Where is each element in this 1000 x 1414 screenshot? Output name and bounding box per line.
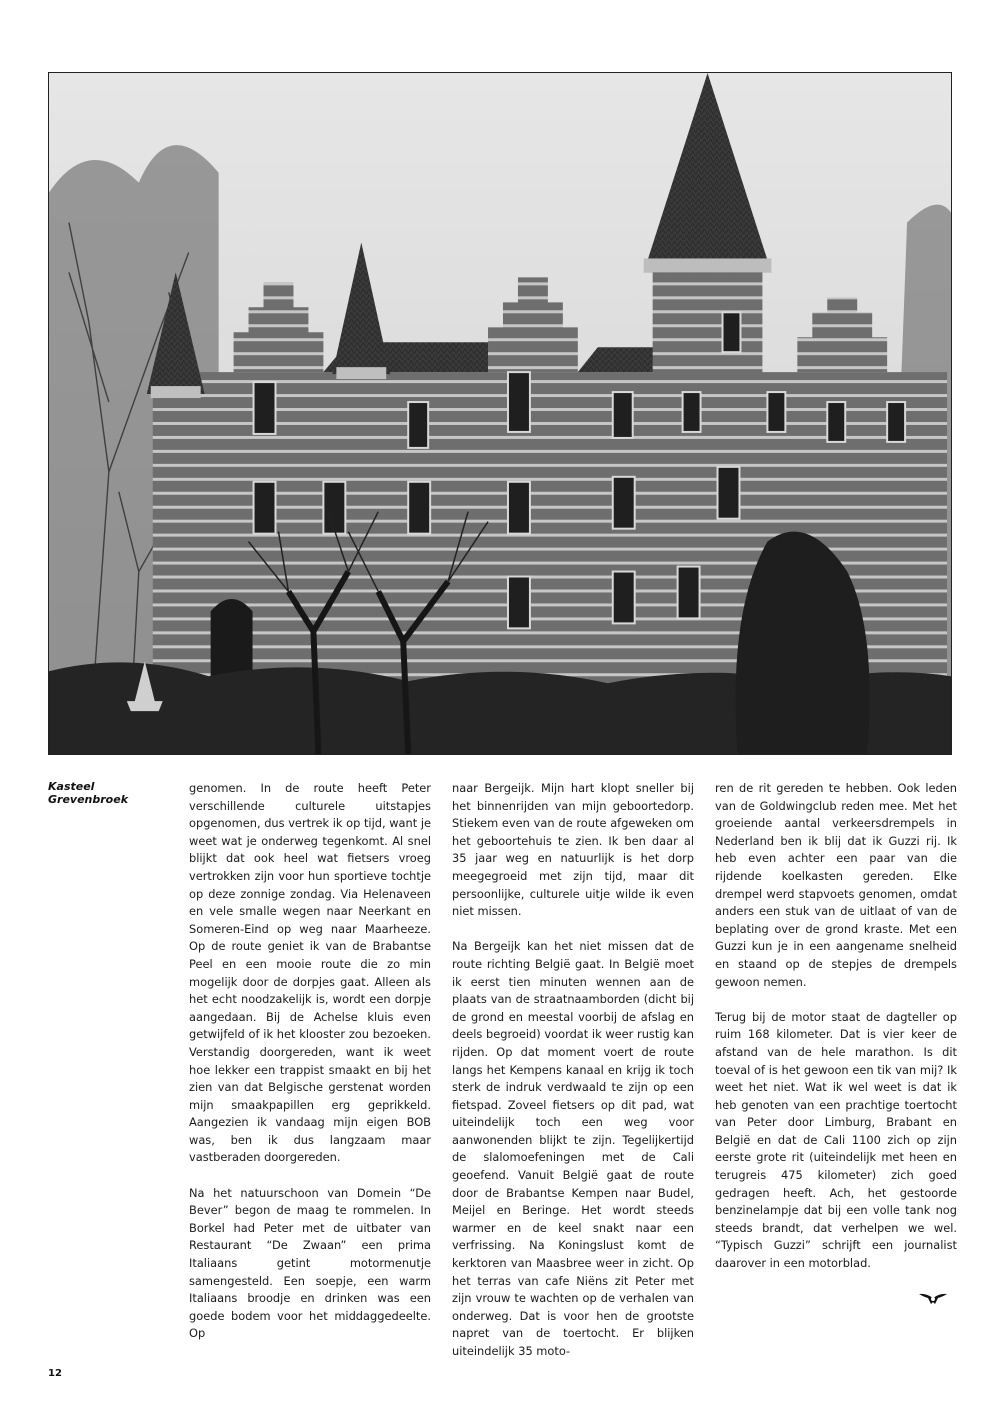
page-number: 12 [48, 1368, 62, 1379]
paragraph: naar Bergeijk. Mijn hart klopt sneller bij het binnenrijden van mijn geboortedorp. Stiekem even van de route afgeweken om het geboortehuis te zien. Ik ben daar al 35 jaar weg en natuurlijk is het dorp meegegroeid met zijn tijd, maar dit persoonlijke, culturele uitje wilde ik even niet missen. [452, 781, 694, 919]
paragraph: genomen. In de route heeft Peter verschillende culturele uitstapjes opgenomen, dus vertrek ik op tijd, want je weet wat je onderweg tegenkomt. Al snel blijkt dat ook heel wat fietsers vroeg vertrokken zijn voor hun sportieve tochtje op deze zonnige zondag. Via Helenaveen en vele smalle wegen naar Neerkant en Someren-Eind op weg naar Maarheeze. Op de route geniet ik van de Brabantse Peel en een mooie route die zo min mogelijk door de dorpjes gaat. Alleen als het echt noodzakelijk is, wordt een dorpje aangedaan. Bij de Achelse kluis even getwijfeld of ik het klooster zou bezoeken. Verstandig doorgereden, want ik weet hoe lekker een trappist smaakt en bij het zien van dat Belgische gerstenat worden mijn smaakpapillen erg geprikkeld. Aangezien ik vandaag mijn eigen BOB was, ben ik dus langzaam maar vastberaden doorgereden. [189, 781, 431, 1165]
photo-caption: Kasteel Grevenbroek [48, 780, 129, 806]
castle-photo-drawing [49, 73, 951, 754]
paragraph: ren de rit gereden te hebben. Ook leden van de Goldwingclub reden mee. Met het groeiende aantal verkeersdrempels in Nederland ben ik blij dat ik Guzzi rij. Ik heb even achter een paar van die rijdende koelkasten gereden. Elke drempel werd stapvoets genomen, omdat anders een stuk van de uitlaat of van de beplating over de grond kraste. Met een Guzzi kun je in een aangename snelheid en staand op de stepjes de drempels gewoon nemen. [715, 781, 957, 989]
paragraph: Na Bergeijk kan het niet missen dat de route richting België gaat. In België moet ik eerst tien minuten wennen aan de plaats van de straatnaamborden (dicht bij de grond en meestal voorbij de afslag en deels begroeid) voordat ik weer rustig kan rijden. Op dat moment voert de route langs het Kempens kanaal en krijg ik toch sterk de indruk verdwaald te zijn op een fietspad. Zoveel fietsers op dit pad, wat uiteindelijk toch een weg voor aanwonenden blijkt te zijn. Tegelijkertijd de slalomoefeningen met de Cali geoefend. Vanuit België gaat de route door de Brabantse Kempen naar Budel, Meijel en Beringe. Het wordt steeds warmer en de keel snakt naar een verfrissing. Na Koningslust komt de kerktoren van Maasbree weer in zicht. Op het terras van cafe Niëns zit Peter met zijn vrouw te wachten op de verhalen van onderweg. Dat is voor hen de grootste napret van de toertocht. Er blijken uiteindelijk 35 moto- [452, 939, 694, 1358]
eagle-logo-icon [918, 1292, 948, 1306]
text-column-2 [452, 780, 694, 1361]
paragraph: Terug bij de motor staat de dagteller op ruim 168 kilometer. Dat is vier keer de afstand van de hele marathon. Is dit toeval of is het gewoon een tik van mij? Ik weet het niet. Wat ik wel weet is dat ik heb genoten van een prachtige toertocht van Peter door Limburg, Brabant en België en dat de Cali 1100 zich op zijn eerste grote rit (uiteindelijk met heen en terugreis 475 kilometer) zich goed gedragen heeft. Ach, het gestoorde benzinelampje dat bij een volle tank nog steeds brandt, dat verhelpen we wel. “Typisch Guzzi” schrijft een journalist daarover in een motorblad. [715, 1009, 957, 1271]
castle-photo [48, 72, 952, 755]
paragraph: Na het natuurschoon van Domein “De Bever” begon de maag te rommelen. In Borkel had Peter met de uitbater van Restaurant “De Zwaan” een prima Italiaans getint motormenutje samengesteld. Een soepje, een warm Italiaans broodje en drinken was een goede bodem voor het middaggedeelte. Op [189, 1185, 431, 1341]
text-column-3 [715, 780, 957, 1273]
text-column-1 [189, 780, 431, 1343]
